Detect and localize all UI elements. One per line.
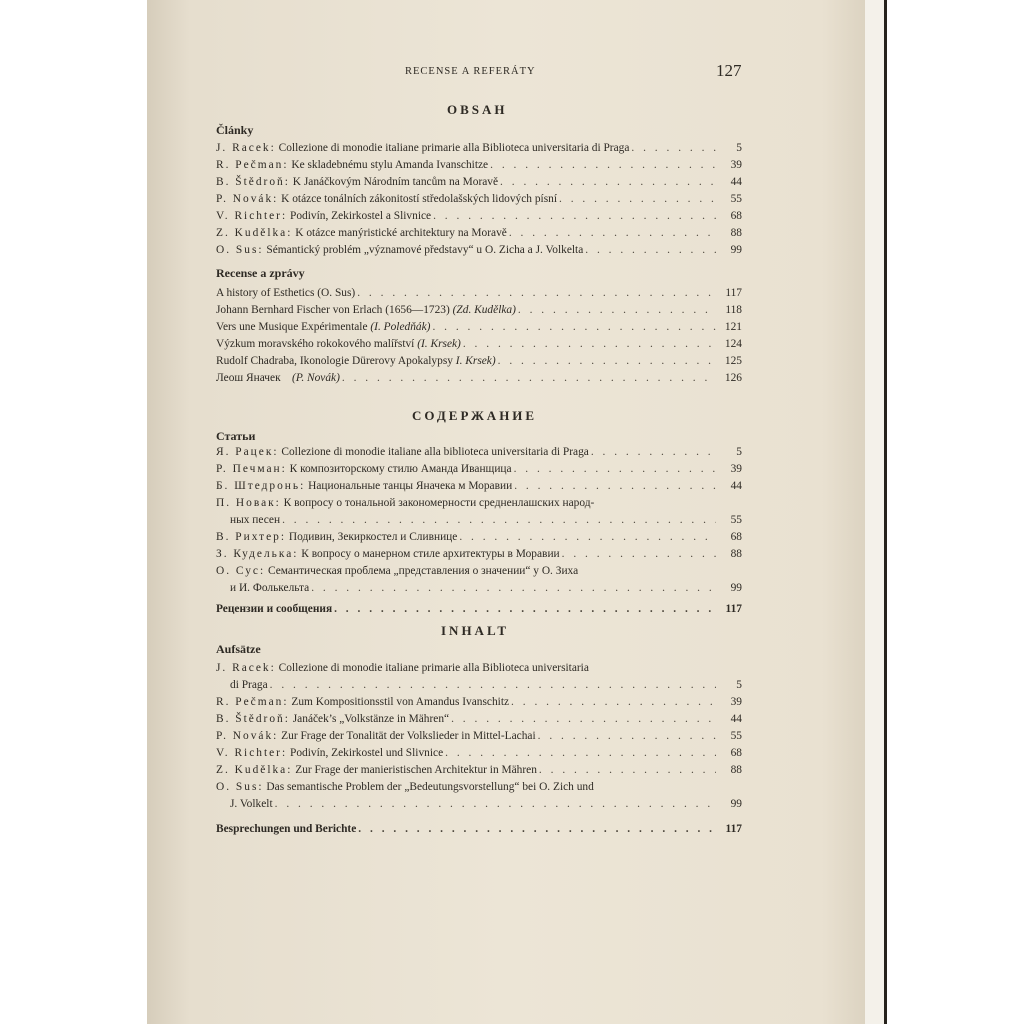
toc-entry-continuation: ных песен . . . 55 [216,514,742,531]
toc-entry: B. Štědroň: K Janáčkovým Národním tancům na Moravě . . . 44 [216,176,742,193]
book-edge [884,0,887,1024]
subheading-aufsaetze: Aufsätze [216,642,261,656]
toc-entry: P. Novák: K otázce tonálních zákonitostí středolašských lidových písní . . . 55 [216,193,742,210]
toc-entry: A history of Esthetics (O. Sus) . . . 117 [216,287,742,304]
subheading-recense: Recense a zprávy [216,266,305,280]
toc-list-clanky [216,142,742,261]
toc-entry: Z. Kudělka: Zur Frage der manieristischen Architektur in Mähren . . . 88 [216,764,742,781]
page-number: 127 [716,61,742,80]
toc-entry: Леош Яначек (P. Novák) . . . 126 [216,372,742,389]
toc-entry: В. Рихтер: Подивин, Зекиркостел и Сливнице . . . 68 [216,531,742,548]
toc-entry: P. Novák: Zur Frage der Tonalität der Volkslieder in Mittel-Lachai . . . 55 [216,730,742,747]
toc-entry: Я. Рацек: Collezione di monodie italiane alla biblioteca universitaria di Praga . . . 5 [216,446,742,463]
toc-entry: B. Štědroň: Janáček’s „Volkstänze in Mähren“ . . . 44 [216,713,742,730]
toc-entry: R. Pečman: Zum Kompositionsstil von Amandus Ivanschitz . . . 39 [216,696,742,713]
toc-entry: Р. Печман: К композиторскому стилю Аманда Иванщица . . . 39 [216,463,742,480]
toc-entry: J. Racek: Collezione di monodie italiane primarie alla Biblioteca universitaria [216,662,589,674]
toc-entry: Rudolf Chadraba, Ikonologie Dürerovy Apokalypsy I. Krsek) . . . 125 [216,355,742,372]
toc-entry-reviews: Рецензии и сообщения . . . 117 [216,603,742,620]
toc-entry: Б. Штедронь: Национальные танцы Яначека м Моравии . . . 44 [216,480,742,497]
toc-entry: O. Sus: Sémantický problém „významové představy“ u O. Zicha a J. Volkelta . . . 99 [216,244,742,261]
subheading-clanky: Články [216,123,254,137]
toc-entry: J. Racek: Collezione di monodie italiane primarie alla Biblioteca universitaria di Praga . . . 5 [216,142,742,159]
toc-entry: З. Куделька: К вопросу о манерном стиле архитектуры в Моравии . . . 88 [216,548,742,565]
toc-entry-continuation: и И. Фолькельта . . . 99 [216,582,742,599]
running-header: RECENSE A REFERÁTY [405,66,536,77]
toc-entry-continuation: J. Volkelt . . . 99 [216,798,742,815]
toc-entry: V. Richter: Podivín, Zekirkostel und Slivnice . . . 68 [216,747,742,764]
toc-entry: П. Новак: К вопросу о тональной закономерности средненлашских народ- [216,497,595,509]
toc-entry: O. Sus: Das semantische Problem der „Bedeutungsvorstellung“ bei O. Zich und [216,781,594,793]
toc-entry-reviews: Besprechungen und Berichte . . . 117 [216,823,742,840]
toc-entry: Johann Bernhard Fischer von Erlach (1656—1723) (Zd. Kudělka) . . . 118 [216,304,742,321]
toc-entry: О. Сус: Семантическая проблема „представления о значении“ у О. Зиха [216,565,579,577]
toc-entry: R. Pečman: Ke skladebnému stylu Amanda Ivanschitze . . . 39 [216,159,742,176]
toc-list-aufsaetze [216,662,742,840]
toc-entry: Z. Kudělka: K otázce manýristické architektury na Moravě . . . 88 [216,227,742,244]
subheading-stati: Статьи [216,429,256,443]
toc-entry: Vers une Musique Expérimentale (I. Poledňák) . . . 121 [216,321,742,338]
toc-list-recense [216,287,742,389]
toc-list-stati [216,446,742,620]
toc-entry-continuation: di Praga . . . 5 [216,679,742,696]
toc-entry: Výzkum moravského rokokového malířství (I. Krsek) . . . 124 [216,338,742,355]
toc-entry: V. Richter: Podivín, Zekirkostel a Slivnice . . . 68 [216,210,742,227]
